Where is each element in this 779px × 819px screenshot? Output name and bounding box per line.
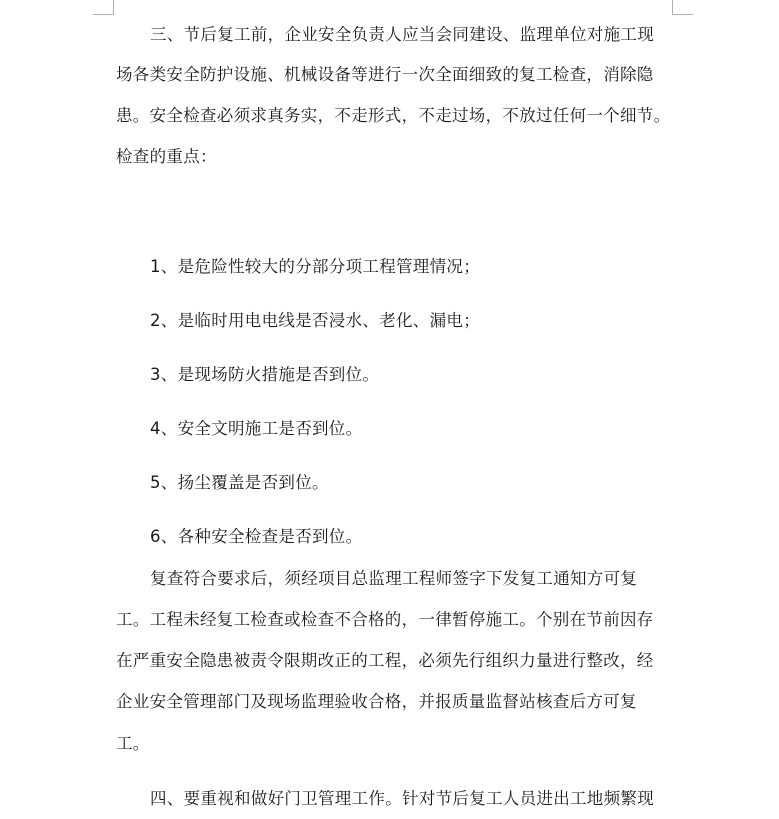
text-line: 四、要重视和做好门卫管理工作。针对节后复工人员进出工地频繁现 — [150, 789, 654, 808]
list-item: 2、是临时用电电线是否浸水、老化、漏电； — [150, 311, 480, 330]
text-line: 工。 — [116, 734, 150, 753]
margin-corner-mark-right — [672, 0, 693, 15]
text-line: 企业安全管理部门及现场监理验收合格，并报质量监督站核查后方可复 — [116, 692, 637, 711]
list-item: 1、是危险性较大的分部分项工程管理情况； — [150, 257, 480, 276]
text-line: 三、节后复工前，企业安全负责人应当会同建设、监理单位对施工现 — [150, 25, 654, 44]
list-item: 5、扬尘覆盖是否到位。 — [150, 473, 329, 492]
text-line: 工。工程未经复工检查或检查不合格的，一律暂停施工。个别在节前因存 — [116, 610, 654, 629]
list-item: 4、安全文明施工是否到位。 — [150, 419, 363, 438]
text-line: 在严重安全隐患被责令限期改正的工程，必须先行组织力量进行整改，经 — [116, 651, 654, 670]
text-line: 场各类安全防护设施、机械设备等进行一次全面细致的复工检查，消除隐 — [116, 65, 654, 84]
text-line: 检查的重点： — [116, 147, 217, 166]
text-line: 患。安全检查必须求真务实，不走形式，不走过场，不放过任何一个细节。 — [116, 106, 671, 125]
list-item: 3、是现场防火措施是否到位。 — [150, 365, 380, 384]
list-item: 6、各种安全检查是否到位。 — [150, 527, 363, 546]
margin-corner-mark-left — [93, 0, 114, 15]
text-line: 复查符合要求后，须经项目总监理工程师签字下发复工通知方可复 — [150, 569, 638, 588]
